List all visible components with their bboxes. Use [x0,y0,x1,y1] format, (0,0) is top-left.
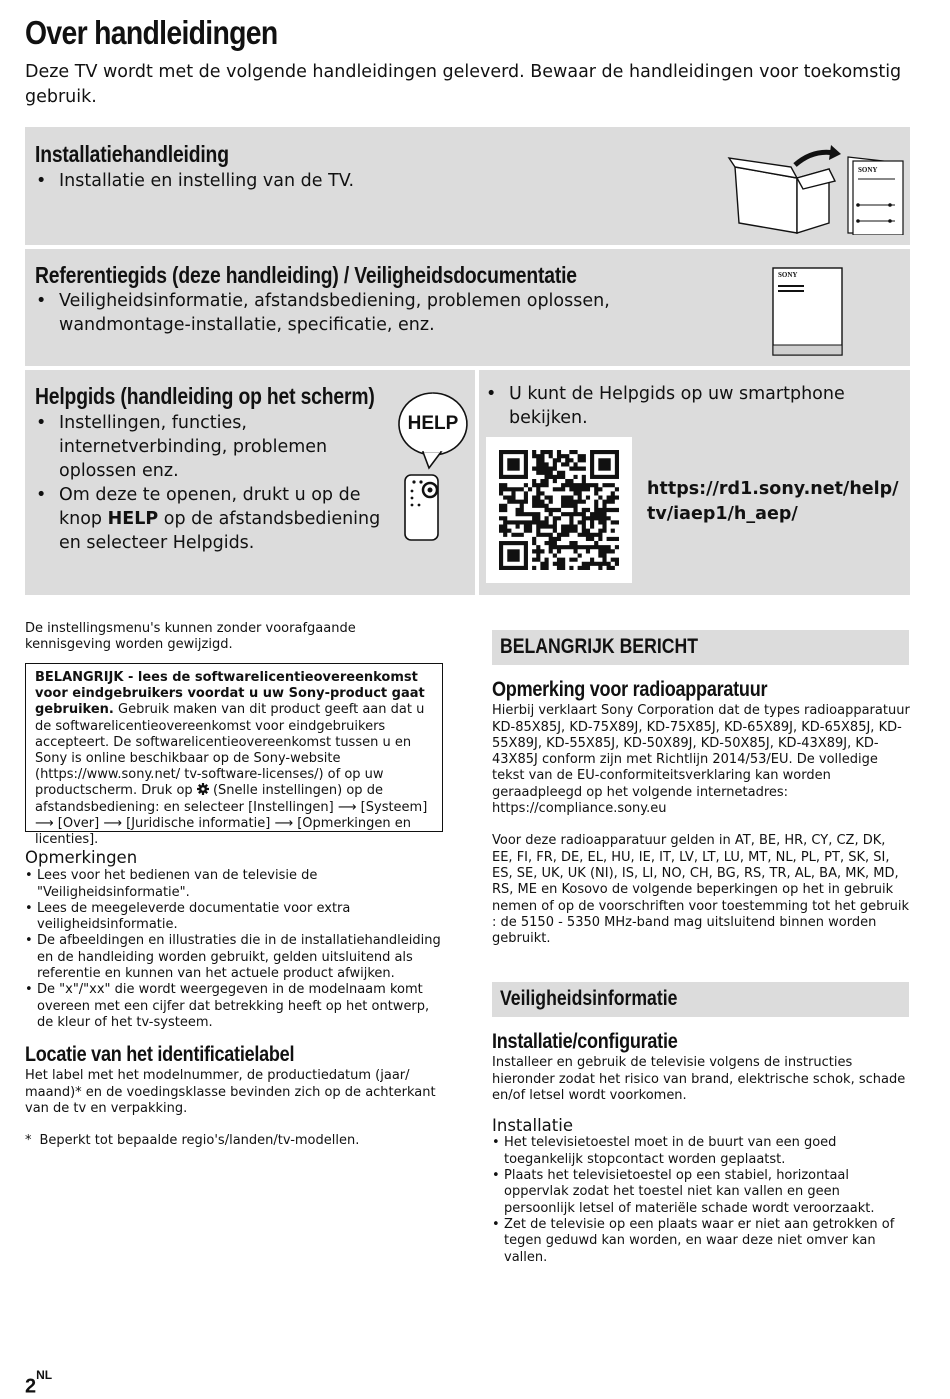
page-language: NL [36,1368,53,1382]
label-text: Het label met het modelnummer, de productiedatum (jaar/ maand)* en de voedingsklasse bevinden zich op de achterkant van de tv en verpakking. [25,1068,436,1116]
arrow-right-icon: ⟶ [274,815,294,831]
license-notice-text: Gebruik maken van dit product geeft aan dat u de softwarelicentieovereenkomst voor eindgebruikers accepteert. De softwarelicentieovereenkomst tussen u en Sony is online beschikbaar op de Sony-website (https://www.sony.net/ tv-software-licenses/) of op uw productscherm. Druk op [35,702,425,799]
install-item: • Plaats het televisietoestel op een stabiel, horizontaal oppervlak zodat het toestel niet kan vallen en geen persoonlijk letsel of materiële schade wordt veroorzaakt. [492,1168,910,1217]
install-text: Installeer en gebruik de televisie volgens de instructies hieronder zodat het risico van brand, elektrische schok, schade en/of letsel wordt voorkomen. [492,1055,906,1103]
help-url-line-1: https://rd1.sony.net/help/ [647,479,899,499]
note-item: • Lees de meegeleverde documentatie voor extra veiligheidsinformatie. [25,901,443,934]
footnote: * Beperkt tot bepaalde regio's/landen/tv-modellen. [25,1133,360,1149]
qr-code-icon [499,450,619,570]
help-guide-item-2: • Om deze te openen, drukt u op de knop HELP op de afstandsbediening en selecteer Helpgids. [35,483,400,555]
arrow-right-icon: ⟶ [103,815,122,831]
menus-change-note: De instellingsmenu's kunnen zonder voorafgaande kennisgeving worden gewijzigd. [25,621,356,653]
page-intro: Deze TV wordt met de volgende handleidingen geleverd. Bewaar de handleidingen voor toekomstig gebruik. [25,62,902,107]
notes-heading: Opmerkingen [25,848,138,867]
help-guide-item-1: • Instellingen, functies, internetverbinding, problemen oplossen enz. [35,411,400,483]
help-bubble-text: HELP [407,413,459,434]
reference-guide-item: • Veiligheidsinformatie, afstandsbediening, problemen oplossen, wandmontage-installatie, specificatie, enz. [35,289,625,337]
menu-path-instellingen: [Instellingen] [248,799,334,815]
reference-guide-box [25,249,910,366]
reference-logo-text: SONY [778,271,798,279]
menu-path-over: [Over] [57,815,100,831]
arrow-right-icon: ⟶ [35,815,54,831]
remote-help-icon [395,390,471,545]
label-section [25,1043,443,1149]
menu-path-systeem: [Systeem] [360,799,428,815]
help-url-line-2: tv/iaep1/h_aep/ [647,504,798,524]
quick-settings-gear-icon [197,783,209,795]
license-notice-instruction: (Snelle instellingen) op de afstandsbediening: en selecteer [35,783,383,815]
license-notice-bold: BELANGRIJK - lees de softwarelicentieovereenkomst voor eindgebruikers voordat u uw Sony-product gaat gebruiken. [35,670,425,718]
note-item: • De "x"/"xx" die wordt weergegeven in de modelnaam komt overeen met een cijfer dat betrekking heeft op het ontwerp, de kleur of het tv-systeem. [25,982,443,1031]
note-item: • De afbeeldingen en illustraties die in de installatiehandleiding en de handleiding worden gebruikt, gelden uitsluitend als referentie en kunnen van het actuele product afwijken. [25,933,443,982]
safety-info-heading: Veiligheidsinformatie [500,987,678,1010]
menu-path-opmerkingen: [Opmerkingen en licenties]. [35,815,412,848]
qr-code-frame [486,437,632,583]
page-title: Over handleidingen [25,14,278,51]
license-notice-box [25,663,443,848]
radio-declaration: Hierbij verklaart Sony Corporation dat de types radioapparatuur KD-85X85J, KD-75X89J, KD-75X85J, KD-65X89J, KD-65X85J, KD-55X89J, KD-55X85J, KD-50X89J, KD-50X85J, KD-43X89J, KD-43X85J conform zijn met Richtlijn 2014/53/EU. De volledige tekst van de EU-conformiteitsverklaring kan worden geraadpleegd op het volgende internetadres: https://compliance.sony.eu [492,703,910,817]
help-url[interactable] [647,477,899,527]
reference-booklet-icon [772,267,844,357]
help-smartphone-box [479,370,910,595]
installation-guide-box [25,127,910,245]
install-item: • Zet de televisie op een plaats waar er niet aan getrokken of tegen geduwd kan worden, en waar deze niet omver kan vallen. [492,1217,910,1266]
menu-path-juridisch: [Juridische informatie] [126,815,271,831]
installation-guide-item: • Installatie en instelling van de TV. [35,169,675,193]
install-subheading: Installatie [492,1116,573,1136]
install-heading: Installatie/configuratie [492,1030,678,1053]
page-number: $2^{NL}$ [25,1368,53,1398]
install-section [492,1030,910,1266]
smartphone-item: • U kunt de Helpgids op uw smartphone bekijken. [485,382,895,430]
radio-restrictions: Voor deze radioapparatuur gelden in AT, BE, HR, CY, CZ, DK, EE, FI, FR, DE, EL, HU, IE, IT, LV, LT, LU, MT, NL, PL, PT, SK, SI, ES, SE, UK, UK (NI), IS, LI, NO, CH, BG, RS, TR, AL, BA, MK, MD, RS, ME en Kosovo de volgende beperkingen op het in gebruik nemen of op de voorschriften voor toestemming tot het gebruik : de 5150 - 5350 MHz-band mag uitsluitend binnen worden gebruikt. [492,833,910,947]
install-item: • Het televisietoestel moet in de buurt van een goed toegankelijk stopcontact worden geplaatst. [492,1135,910,1168]
help-key-name: HELP [107,509,159,529]
help-guide-box [25,370,475,595]
note-item: • Lees voor het bedienen van de televisie de "Veiligheidsinformatie". [25,868,443,901]
radio-heading: Opmerking voor radioapparatuur [492,678,768,701]
installation-logo-text: SONY [858,166,878,174]
important-notice-band [492,630,909,665]
box-and-manual-icon [725,143,905,235]
reference-guide-heading: Referentiegids (deze handleiding) / Veiligheidsdocumentatie [35,262,577,288]
help-guide-heading: Helpgids (handleiding op het scherm) [35,383,375,409]
safety-info-band [492,982,909,1017]
notes-section [25,850,443,1031]
radio-section [492,678,910,947]
installation-guide-heading: Installatiehandleiding [35,141,229,167]
arrow-right-icon: ⟶ [337,799,357,815]
label-heading: Locatie van het identificatielabel [25,1043,295,1066]
important-notice-heading: BELANGRIJK BERICHT [500,635,698,658]
